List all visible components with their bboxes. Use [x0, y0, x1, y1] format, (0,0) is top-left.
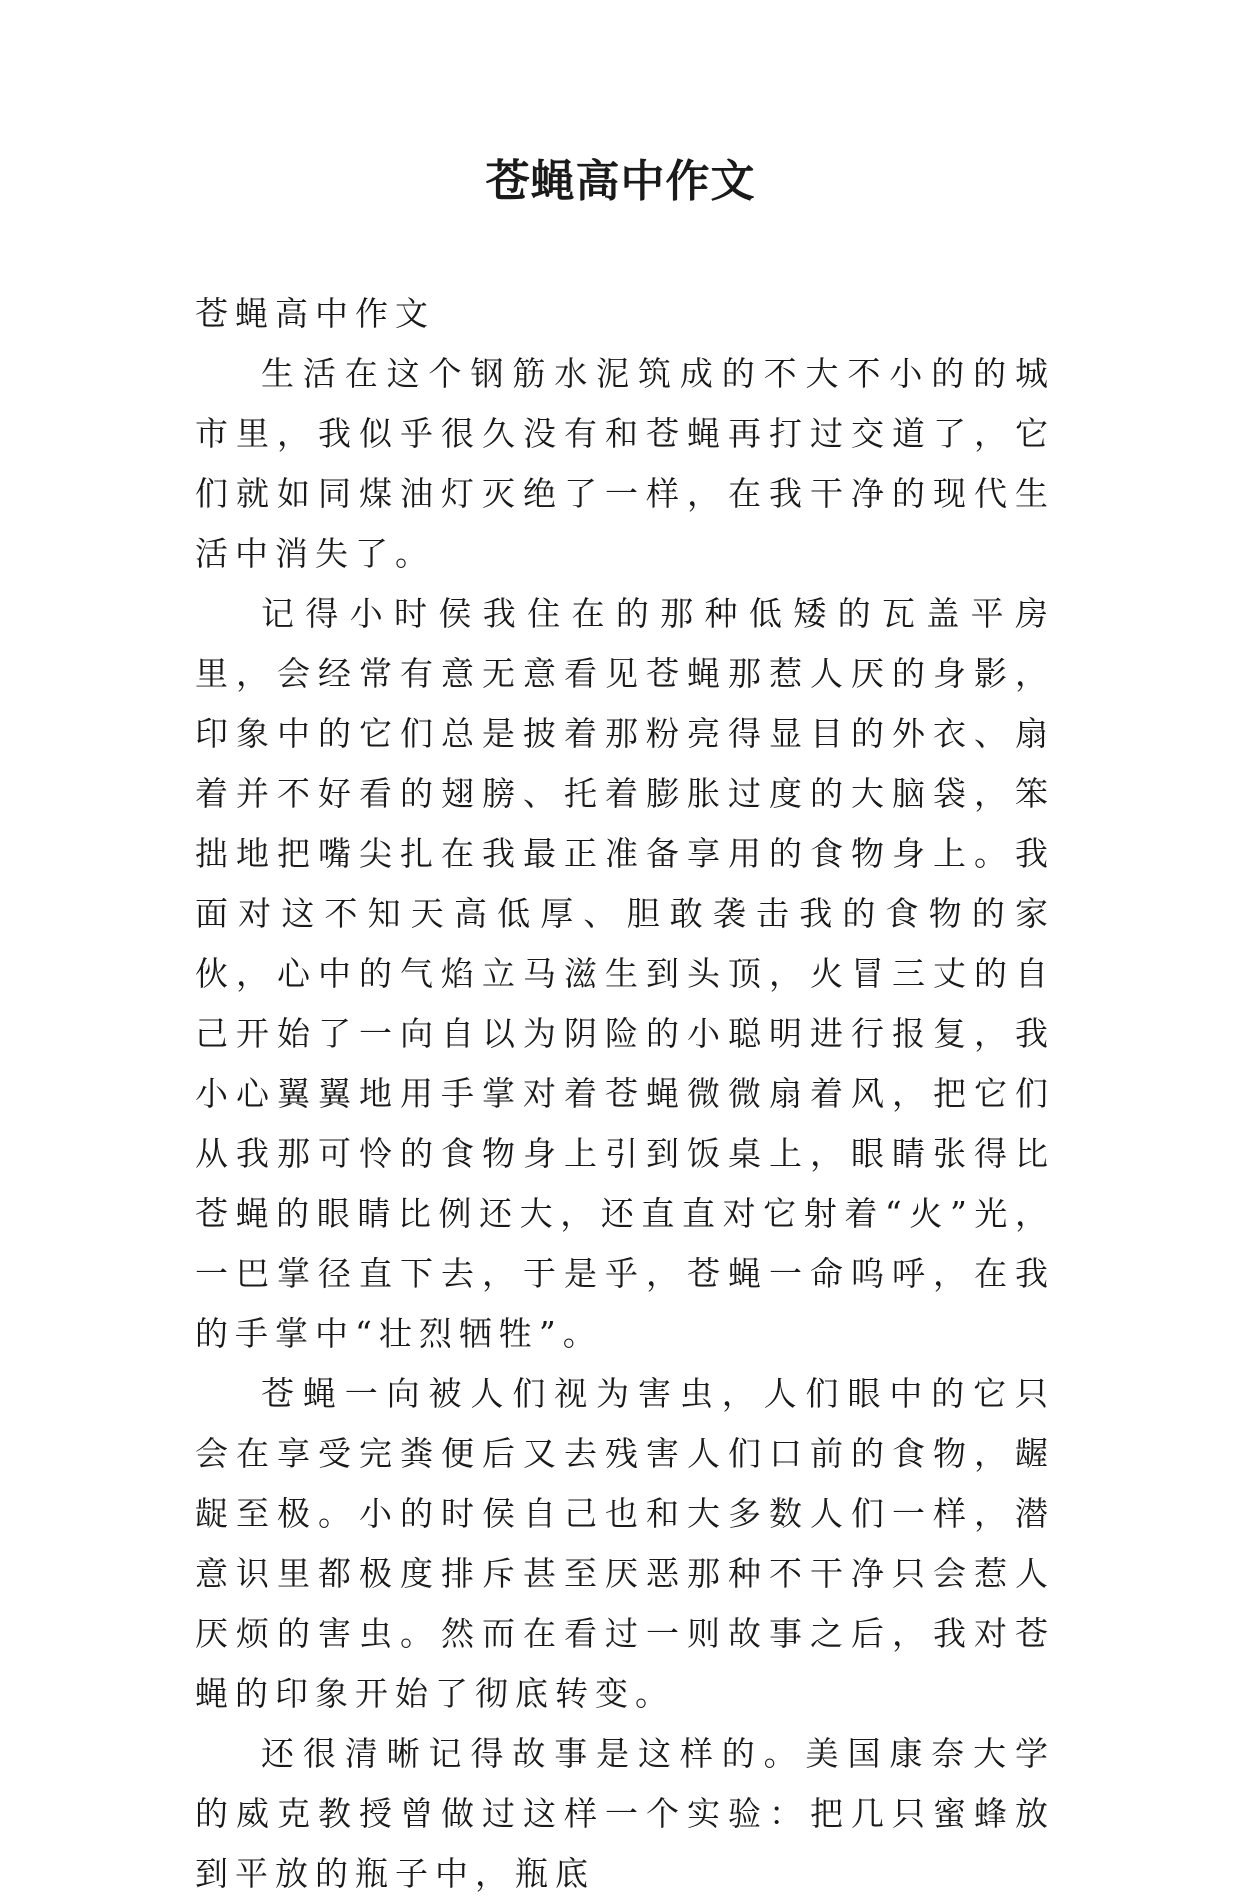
paragraph: 记得小时侯我住在的那种低矮的瓦盖平房里，会经常有意无意看见苍蝇那惹人厌的身影，印象中的它们总是披着那粉亮得显目的外衣、扇着并不好看的翅膀、托着膨胀过度的大脑袋，笨拙地把嘴尖扎在我最正准备享用的食物身上。我面对这不知天高低厚、胆敢袭击我的食物的家伙，心中的气焰立马滋生到头顶，火冒三丈的自己开始了一向自以为阴险的小聪明进行报复，我小心翼翼地用手掌对着苍蝇微微扇着风，把它们从我那可怜的食物身上引到饭桌上，眼睛张得比苍蝇的眼睛比例还大，还直直对它射着“火”光，一巴掌径直下去，于是乎，苍蝇一命呜呼，在我的手掌中“壮烈牺牲”。: [195, 594, 1055, 1353]
paragraph: 苍蝇一向被人们视为害虫，人们眼中的它只会在享受完粪便后又去残害人们口前的食物，龌龊至极。小的时侯自己也和大多数人们一样，潜意识里都极度排斥甚至厌恶那种不干净只会惹人厌烦的害虫。然而在看过一则故事之后，我对苍蝇的印象开始了彻底转变。: [195, 1374, 1055, 1713]
document-title: 苍蝇高中作文: [485, 156, 756, 207]
paragraph: 还很清晰记得故事是这样的。美国康奈大学的威克教授曾做过这样一个实验：把几只蜜蜂放到平放的瓶子中，瓶底: [195, 1734, 1055, 1893]
document-subtitle: 苍蝇高中作文: [195, 294, 435, 333]
document-body: [195, 284, 1055, 1904]
paragraph: 生活在这个钢筋水泥筑成的不大不小的的城市里，我似乎很久没有和苍蝇再打过交道了，它们就如同煤油灯灭绝了一样，在我干净的现代生活中消失了。: [195, 354, 1055, 573]
